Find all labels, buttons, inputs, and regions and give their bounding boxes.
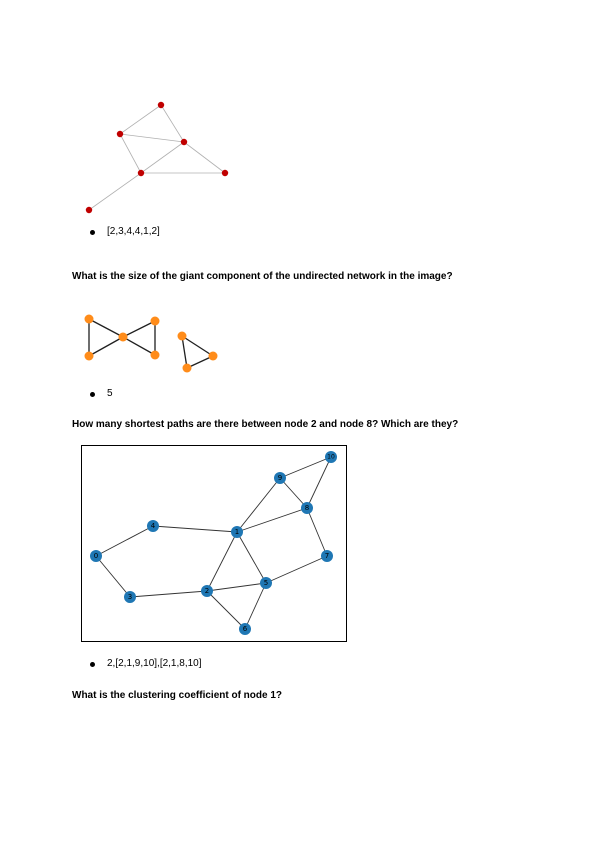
graph-node <box>117 131 123 137</box>
answer-2-text: 5 <box>107 388 113 399</box>
graph-node <box>158 102 164 108</box>
graph-node <box>151 351 160 360</box>
answer-3-text: 2,[2,1,9,10],[2,1,8,10] <box>107 658 202 669</box>
graph-node <box>119 333 128 342</box>
shortest-path-graph-figure <box>81 445 347 642</box>
answer-1-text: [2,3,4,4,1,2] <box>107 226 160 237</box>
node-label: 9 <box>277 474 283 482</box>
graph-node <box>86 207 92 213</box>
question-2: What is the size of the giant component of the undirected network in the image? <box>72 271 453 282</box>
bullet-icon <box>90 662 95 667</box>
graph-node <box>85 352 94 361</box>
bullet-icon <box>90 230 95 235</box>
graph-node <box>85 315 94 324</box>
node-label: 4 <box>150 522 156 530</box>
node-label: 5 <box>263 579 269 587</box>
node-label: 10 <box>327 453 335 461</box>
degree-graph-figure <box>80 95 240 220</box>
node-label: 8 <box>304 504 310 512</box>
graph-node <box>138 170 144 176</box>
graph-node <box>181 139 187 145</box>
node-label: 6 <box>242 625 248 633</box>
components-graph-figure <box>80 310 225 380</box>
node-label: 0 <box>93 552 99 560</box>
question-4: What is the clustering coefficient of node 1? <box>72 690 283 701</box>
graph-node <box>183 364 192 373</box>
node-label: 1 <box>234 528 240 536</box>
graph-node <box>151 317 160 326</box>
graph-node <box>178 332 187 341</box>
node-label: 7 <box>324 552 330 560</box>
graph-node <box>222 170 228 176</box>
question-3: How many shortest paths are there between node 2 and node 8? Which are they? <box>72 419 459 430</box>
node-label: 3 <box>127 593 133 601</box>
bullet-icon <box>90 392 95 397</box>
node-label: 2 <box>204 587 210 595</box>
graph-node <box>209 352 218 361</box>
